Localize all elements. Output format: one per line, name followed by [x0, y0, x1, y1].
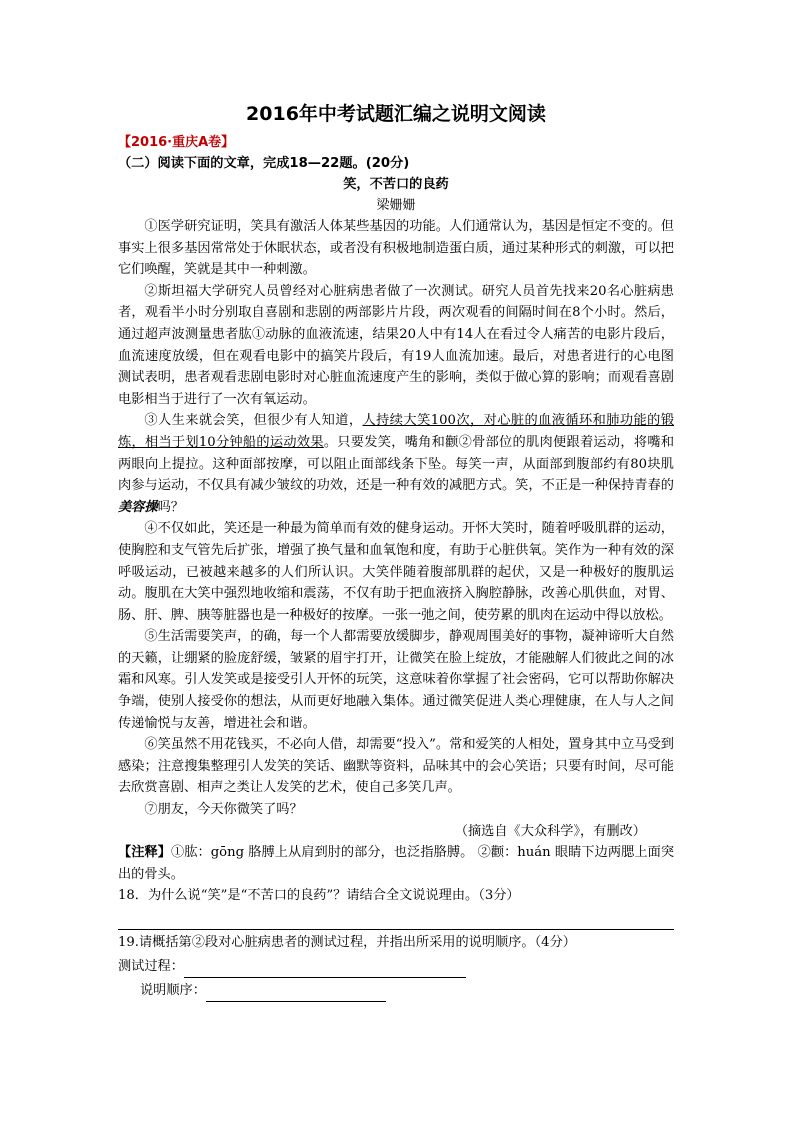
paragraph-5: ⑤生活需要笑声，的确，每一个人都需要放缓脚步，静观周围美好的事物，凝神谛听大自然的天籁，让绷紧的脸庞舒缓，皱紧的眉宇打开，让微笑在脸上绽放，才能融解人们彼此之间的冰霜和风寒。引人发笑或是接受引人开怀的玩笑，这意味着你掌握了社会密码，它可以帮助你解决争端，使别人接受你的想法，从而更好地融入集体。通过微笑促进人类心理健康，在人与人之间传递愉悦与友善，增进社会和谐。	[118, 629, 674, 731]
question-19: 19.请概括第②段对心脏病患者的测试过程，并指出所采用的说明顺序。（4分）	[118, 935, 576, 950]
article-citation: （摘选自《大众科学》，有删改）	[454, 823, 646, 839]
question-18: 18．为什么说“笑”是“不苦口的良药”？请结合全文说说理由。（3分）	[118, 888, 520, 904]
q19-process-row	[118, 954, 674, 978]
paragraph-3-part-b: 。只要发笑，嘴角和颧②骨部位的肌肉便跟着运动，将嘴和两眼向上提拉。这种面部按摩，可以阻止面部线条下坠。每笑一声，从面部到腹部约有80块肌肉参与运动，不仅具有减少皱纹的功效，还是一种有效的减肥方式。笑，不正是一种保持青春的	[118, 434, 675, 494]
paragraph-3-part-a: ③人生来就会笑，但很少有人知道，	[144, 413, 363, 429]
document-page	[118, 100, 674, 1002]
answer-line-18[interactable]	[118, 907, 674, 930]
q19-order-blank[interactable]	[206, 985, 386, 1002]
paragraph-2: ②斯坦福大学研究人员曾经对心脏病患者做了一次测试。研究人员首先找来20名心脏病患者，观看半小时分别取自喜剧和悲剧的两部影片片段，两次观看的间隔时间在8个小时。然后，通过超声波测量患者肱①动脉的血液流速，结果20人中有14人在看过令人痛苦的电影片段后，血流速度放缓，但在观看电影中的搞笑片段后，有19人血流加速。最后，对患者进行的心电图测试表明，患者观看悲剧电影时对心脏血流速度产生的影响，类似于做心算的影响；而观看喜剧电影相当于进行了一次有氧运动。	[118, 283, 674, 407]
article-title: 笑，不苦口的良药	[343, 177, 449, 192]
document-title: 2016年中考试题汇编之说明文阅读	[246, 103, 546, 125]
annotation	[118, 842, 674, 885]
source-tag: 【2016·重庆A卷】	[118, 135, 235, 150]
annotation-text: ①肱：gōng 胳膊上从肩到肘的部分，也泛指胳膊。 ②颧：huán 眼睛下边两腮上面突出的骨头。	[118, 845, 675, 882]
q19-order-row	[118, 978, 674, 1002]
q19-process-label: 测试过程：	[118, 959, 184, 974]
article-author: 梁姗姗	[376, 198, 416, 213]
paragraph-7: ⑦朋友，今天你微笑了吗？	[144, 802, 303, 818]
paragraph-3-part-c: 吗？	[157, 499, 184, 515]
reading-instruction: （二）阅读下面的文章，完成18—22题。(20分)	[118, 156, 410, 171]
paragraph-1: ①医学研究证明，笑具有激活人体某些基因的功能。人们通常认为，基因是恒定不变的。但事实上很多基因常常处于休眠状态，或者没有积极地制造蛋白质，通过某种形式的刺激，可以把它们唤醒，笑就是其中一种刺激。	[118, 219, 674, 278]
paragraph-3	[118, 410, 674, 518]
q19-process-blank[interactable]	[184, 961, 466, 978]
underlined-sentence: 人持续大笑100次，对心脏的血液循环和肺功能的锻炼，相当于划10分钟船的运动效果	[118, 413, 675, 450]
annotation-label: 【注释】	[118, 845, 171, 861]
paragraph-6: ⑥笑虽然不用花钱买，不必向人借，却需要“投入”。常和爱笑的人相处，置身其中立马受到感染；注意搜集整理引人发笑的笑话、幽默等资料，品味其中的会心笑语；只要有时间，尽可能去欣赏喜剧、相声之类让人发笑的艺术，使自己多笑几声。	[118, 737, 674, 796]
emphasized-word: 美容操	[118, 499, 158, 515]
paragraph-4: ④不仅如此，笑还是一种最为简单而有效的健身运动。开怀大笑时，随着呼吸肌群的运动，使胸腔和支气管先后扩张，增强了换气量和血氧饱和度，有助于心脏供氧。笑作为一种有效的深呼吸运动，已被越来越多的人们所认识。大笑伴随着腹部肌群的起伏，又是一种极好的腹肌运动。腹肌在大笑中强烈地收缩和震荡，不仅有助于把血液挤入胸腔静脉，改善心肌供血，对胃、肠、肝、脾、胰等脏器也是一种极好的按摩。一张一弛之间，使劳累的肌肉在运动中得以放松。	[118, 521, 674, 623]
q19-order-label: 说明顺序：	[140, 983, 206, 998]
